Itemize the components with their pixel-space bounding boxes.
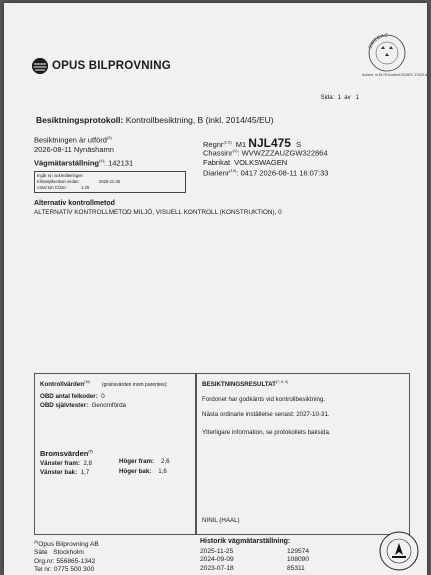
certification-logo-icon bbox=[379, 531, 419, 571]
swedac-caption: Ackred. nr 8176 Kontroll ISO/IEC 17020 A bbox=[362, 73, 427, 77]
globe-icon bbox=[32, 58, 48, 74]
result-line-3: Ytterligare information, se protokollets baksida. bbox=[202, 429, 331, 436]
page-indicator: Sida: 1 av 1 bbox=[320, 95, 359, 101]
climate-since: Klimatpåverkan sedan: 2025-11-25 bbox=[37, 179, 121, 184]
regnr-row: Regnr$^{(2,5)}$ M1 NJL475 S bbox=[203, 136, 302, 150]
alt-method-text: ALTERNATIV KONTROLLMETOD MILJÖ, VISUELL KONTROLL (KONSTRUKTION), 0 bbox=[34, 209, 282, 216]
climate-note: Ingår ej i ackrediteringen bbox=[37, 173, 83, 178]
protocol-paper bbox=[4, 3, 427, 575]
protocol-title: Besiktningsprotokoll: Kontrollbesiktning, B (inkl. 2014/45/EU) bbox=[36, 115, 274, 125]
history-heading: Historik vägmätarställning: bbox=[200, 538, 291, 545]
obd-self: OBD självtester: Genomförda bbox=[40, 402, 127, 409]
control-values-box bbox=[34, 373, 196, 535]
swedac-seal bbox=[362, 33, 427, 87]
alt-method-heading: Alternativ kontrollmetod bbox=[34, 200, 115, 207]
climate-box bbox=[34, 171, 186, 193]
brake-right-rear: Höger bak: 1,6 bbox=[119, 468, 167, 475]
opus-logo bbox=[32, 58, 171, 74]
climate-tons: Antal ton CO2e: 1.25 bbox=[37, 185, 90, 190]
brake-left-rear: Vänster bak: 1,7 bbox=[40, 469, 90, 476]
history-row: 2023-07-18 85311 bbox=[200, 564, 305, 572]
result-line-1: Fordonet har godkänts vid kontrollbesiktning. bbox=[202, 396, 326, 403]
inspector-signature: NINIL (HAAL) bbox=[202, 517, 240, 524]
odometer: Vägmätarställning$^{(4)}$: 142131 bbox=[34, 158, 134, 168]
control-values-heading: Kontrollvärden$^{(16)}$ (gränsvärden inom parentes): bbox=[40, 380, 168, 389]
brake-heading: Bromsvärden$^{(7)}$ bbox=[40, 449, 93, 458]
history-row: 2025-11-25 129574 bbox=[200, 548, 310, 555]
performed-value: 2026-08-11 Nynäshamn bbox=[34, 145, 114, 154]
swedac-name: SWEDAC bbox=[367, 33, 389, 50]
obd-faults: OBD antal felkoder: 0 bbox=[40, 393, 105, 400]
svg-text:SWEDAC bbox=[368, 33, 389, 50]
brake-right-front: Höger fram: 2,6 bbox=[119, 458, 170, 465]
performed-label: Besiktningen är utförd$^{(3)}$ bbox=[34, 135, 112, 145]
history-list bbox=[200, 548, 310, 573]
brand-name: OPUS BILPROVNING bbox=[52, 60, 171, 72]
result-heading: BESIKTNINGSRESULTAT$^{(7, 8, 9)}$ bbox=[202, 380, 288, 389]
result-line-2: Nästa ordinarie inställelse senast: 2027-10-31. bbox=[202, 411, 330, 418]
make-row: Fabrikat VOLKSWAGEN bbox=[203, 158, 288, 167]
diary-row: Diarienr$^{(10)}$: 0417 2026-08-11 16:07:33 bbox=[203, 168, 329, 178]
chassi-row: Chassinr$^{(1)}$: WVWZZZAUZGW322864 bbox=[203, 148, 328, 158]
company-info: $^{(5)}$Opus Bilprovning AB Säte Stockholm Org.nr: 556865-1342 Tel nr: 0775 500 300 bbox=[34, 540, 99, 574]
brake-left-front: Vänster fram: 2,8 bbox=[40, 460, 92, 467]
history-row: 2024-09-09 108090 bbox=[200, 556, 310, 564]
result-box bbox=[196, 373, 410, 535]
